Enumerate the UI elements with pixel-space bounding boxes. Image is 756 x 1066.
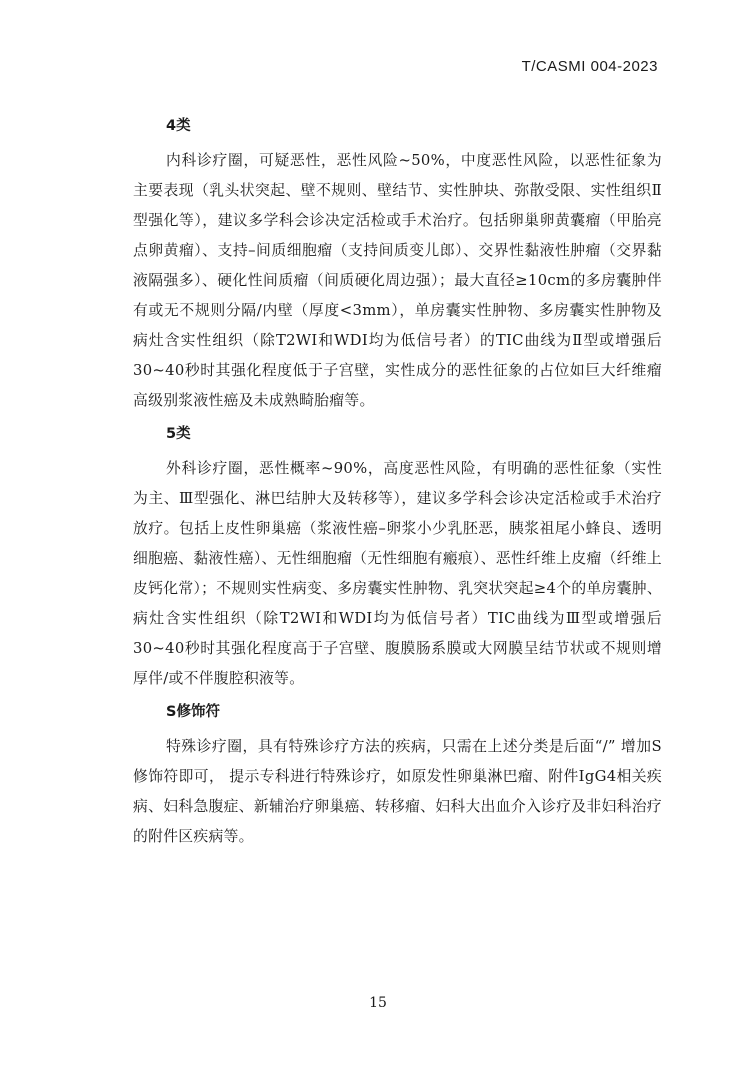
section-heading-class-5: 5类 xyxy=(166,426,191,442)
section-heading-class-4: 4类 xyxy=(166,118,191,134)
page-content xyxy=(133,112,662,858)
page-number: 15 xyxy=(369,995,387,1011)
section-body-class-5: 外科诊疗圈，恶性概率~90%，高度恶性风险，有明确的恶性征象（实性为主、Ⅲ型强化、淋巴结肿大及转移等），建议多学科会诊决定活检或手术治疗放疗。包括上皮性卵巢癌（浆液性癌–卵浆小少乳胚恶，胰浆祖尾小蜂良、透明细胞癌、黏液性癌）、无性细胞瘤（无性细胞有瘢痕）、恶性纤维上皮瘤（纤维上皮钙化常）；不规则实性病变、多房囊实性肿物、乳突状突起≥4个的单房囊肿、病灶含实性组织（除T2WI和WDI均为低信号者）TIC曲线为Ⅲ型或增强后30~40秒时其强化程度高于子宫壁、腹膜肠系膜或大网膜呈结节状或不规则增厚伴/或不伴腹腔积液等。 xyxy=(133,460,662,687)
section-body-s-modifier: 特殊诊疗圈，具有特殊诊疗方法的疾病，只需在上述分类是后面“/” 增加S修饰符即可， 提示专科进行特殊诊疗，如原发性卵巢淋巴瘤、附件IgG4相关疾病、妇科急腹症、新辅治疗卵巢癌、转移瘤、妇科大出血介入诊疗及非妇科治疗的附件区疾病等。 xyxy=(133,738,662,845)
section-heading-s-modifier: S修饰符 xyxy=(166,704,220,720)
document-code: T/CASMI 004-2023 xyxy=(521,58,658,75)
section-body-class-4: 内科诊疗圈，可疑恶性，恶性风险~50%，中度恶性风险，以恶性征象为主要表现（乳头状突起、壁不规则、壁结节、实性肿块、弥散受限、实性组织Ⅱ型强化等），建议多学科会诊决定活检或手术治疗。包括卵巢卵黄囊瘤（甲胎亮点卵黄瘤）、支持–间质细胞瘤（支持间质变儿郎）、交界性黏液性肿瘤（交界黏液隔强多）、硬化性间质瘤（间质硬化周边强）；最大直径≥10cm的多房囊肿伴有或无不规则分隔/内壁（厚度<3mm），单房囊实性肿物、多房囊实性肿物及病灶含实性组织（除T2WI和WDI均为低信号者）的TIC曲线为Ⅱ型或增强后30~40秒时其强化程度低于子宫壁，实性成分的恶性征象的占位如巨大纤维瘤高级别浆液性癌及未成熟畸胎瘤等。 xyxy=(133,152,662,409)
